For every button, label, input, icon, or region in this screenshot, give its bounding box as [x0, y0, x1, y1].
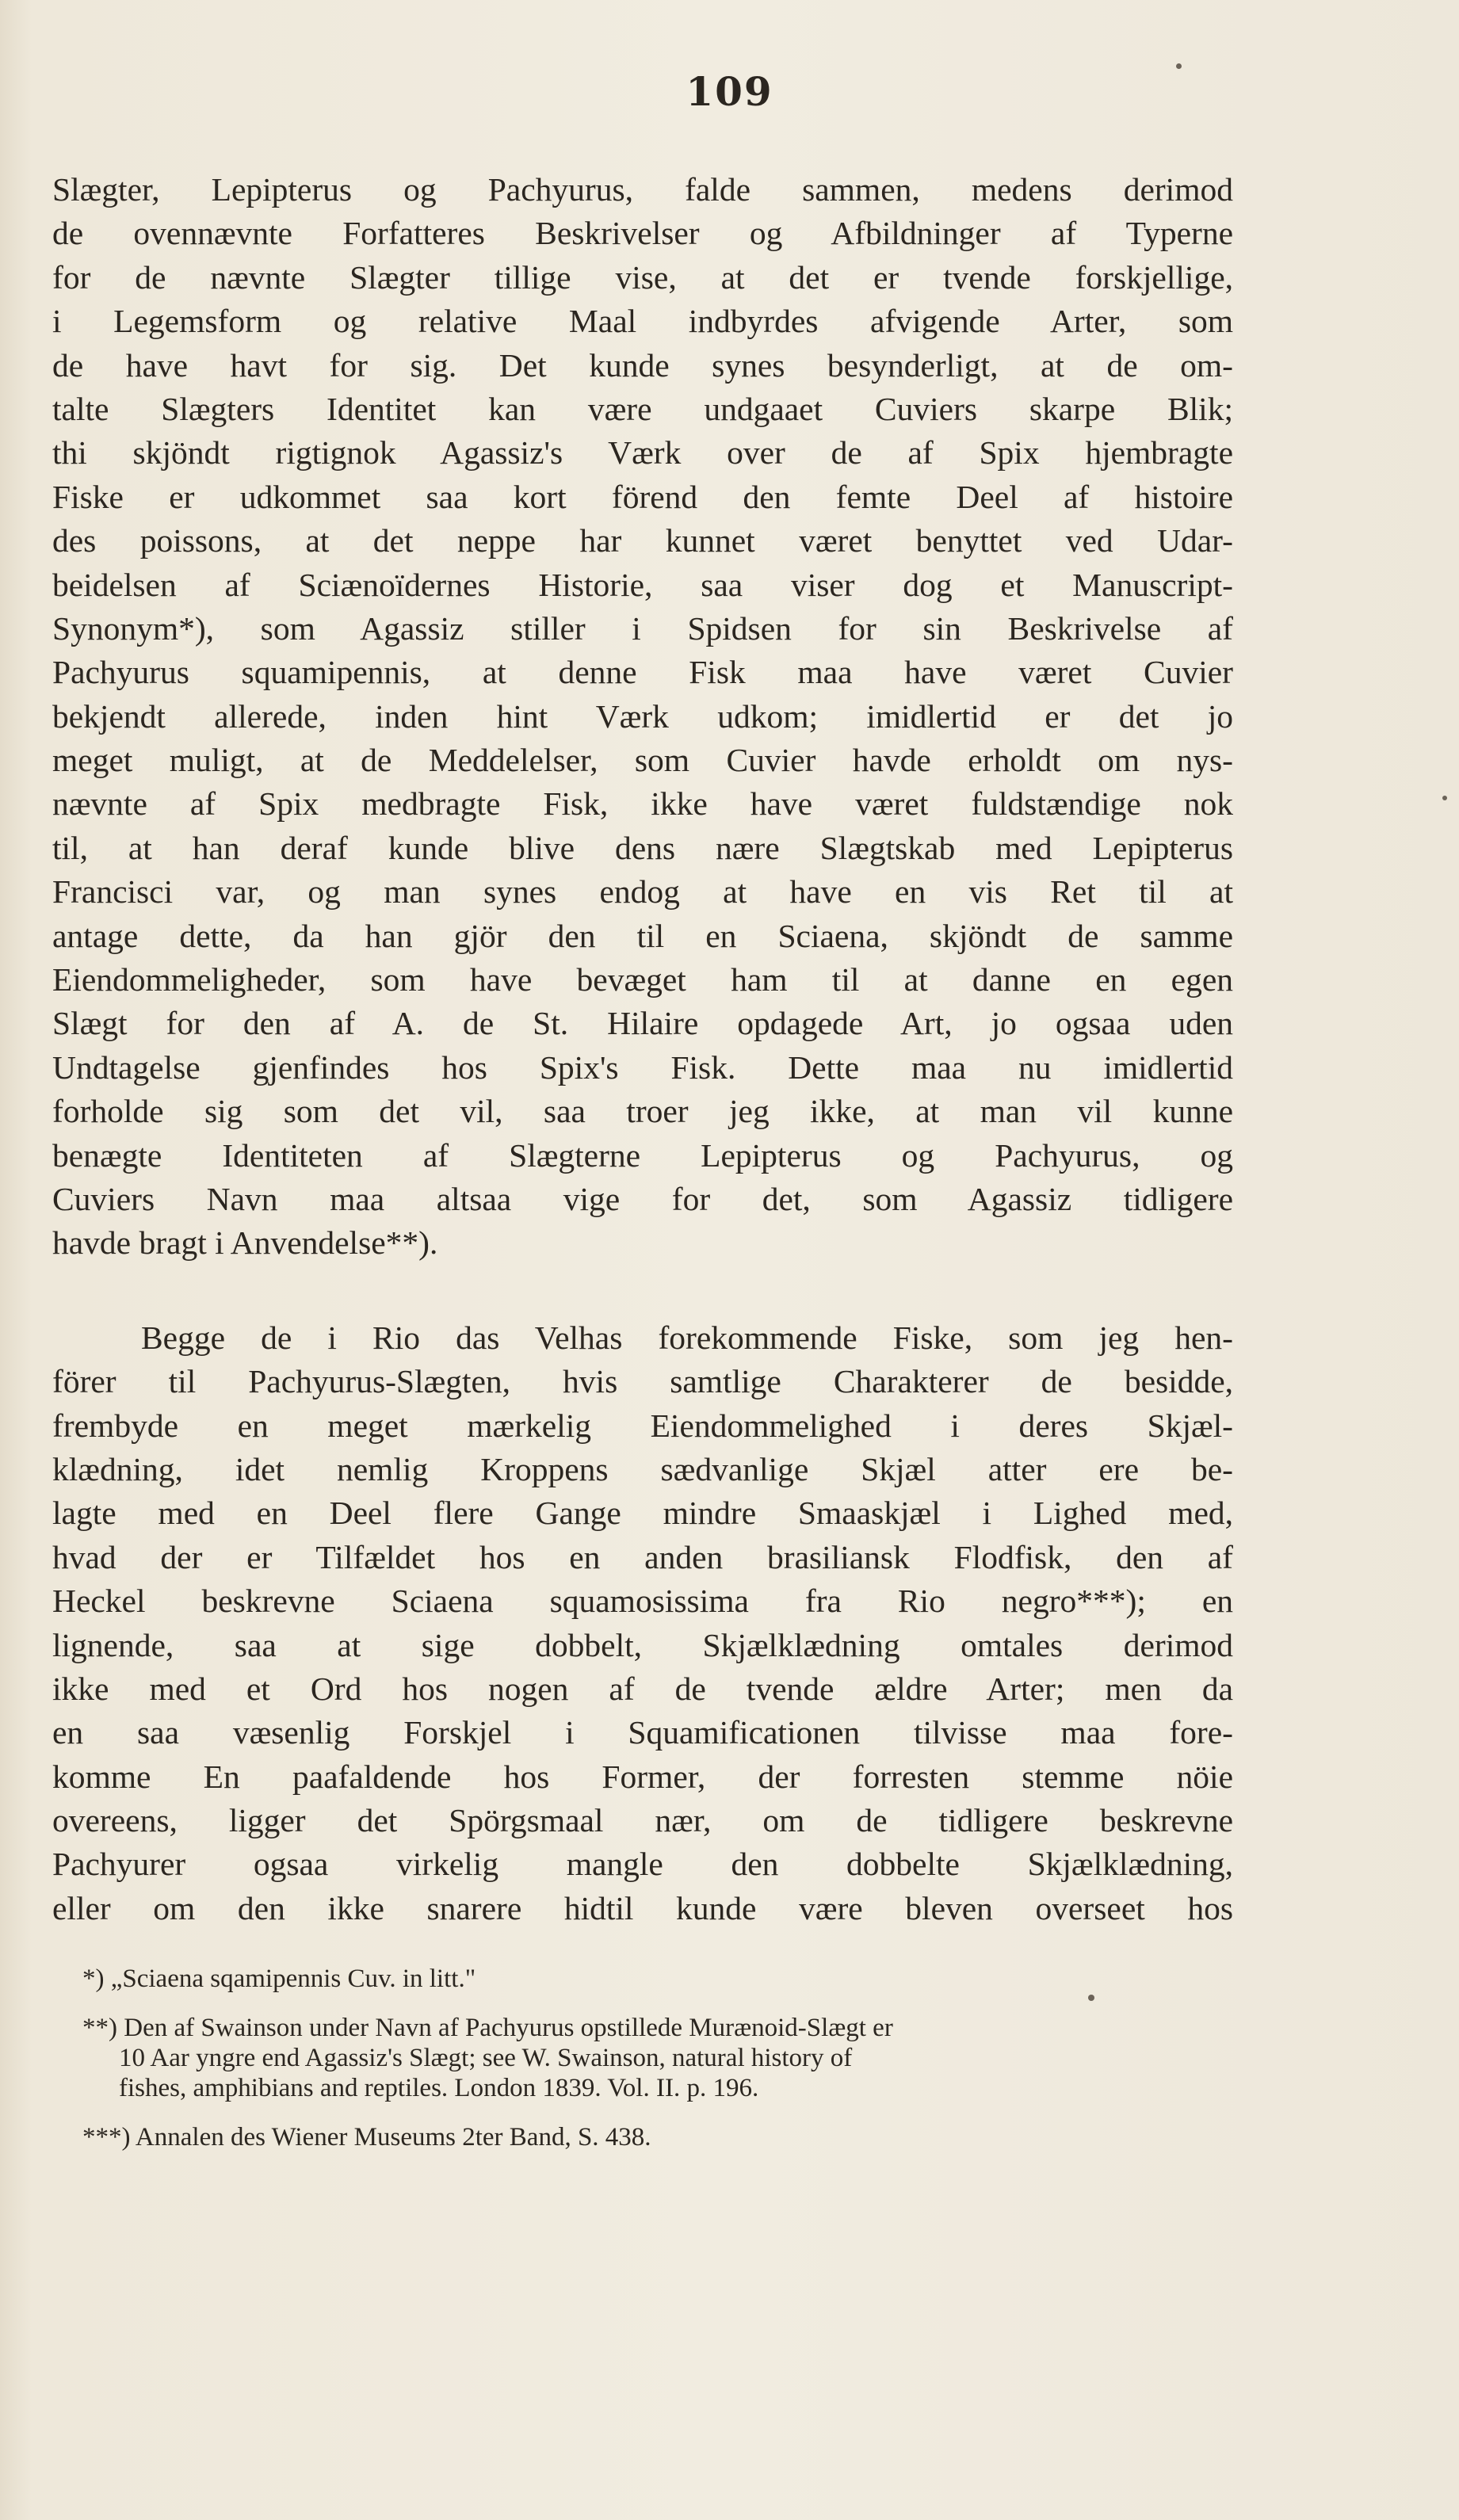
footnote-line: **) Den af Swainson under Navn af Pachyurus opstillede Murænoid-Slægt er: [82, 2014, 893, 2042]
body-text: [52, 168, 1233, 1930]
paragraph-1: [52, 168, 1233, 1266]
text-line: meget muligt, at de Meddelelser, som Cuvier havde erholdt om nys-: [52, 742, 1233, 779]
text-line: thi skjöndt rigtignok Agassiz's Værk over de af Spix hjembragte: [52, 434, 1233, 472]
text-line: Francisci var, og man synes endog at have en vis Ret til at: [52, 873, 1233, 911]
paper-speck: [1176, 63, 1182, 69]
text-line: Slægt for den af A. de St. Hilaire opdagede Art, jo ogsaa uden: [52, 1005, 1233, 1042]
footnote-line: 10 Aar yngre end Agassiz's Slægt; see W. Swainson, natural history of: [119, 2044, 853, 2072]
text-line: des poissons, at det neppe har kunnet været benyttet ved Udar-: [52, 522, 1233, 559]
text-line: hvad der er Tilfældet hos en anden brasiliansk Flodfisk, den af: [52, 1538, 1233, 1575]
text-line: lagte med en Deel flere Gange mindre Smaaskjæl i Lighed med,: [52, 1495, 1233, 1532]
footnote-line: *) „Sciaena sqamipennis Cuv. in litt.": [82, 1964, 476, 1993]
text-line: Synonym*), som Agassiz stiller i Spidsen for sin Beskrivelse af: [52, 609, 1233, 647]
text-line: Heckel beskrevne Sciaena squamosissima fra Rio negro***); en: [52, 1583, 1233, 1620]
text-line: de have havt for sig. Det kunde synes besynderligt, at de om-: [52, 346, 1233, 384]
text-line: beidelsen af Sciænoïdernes Historie, saa viser dog et Manuscript-: [52, 566, 1233, 603]
text-line: en saa væsenlig Forskjel i Squamificationen tilvisse maa fore-: [52, 1714, 1233, 1751]
text-line: i Legemsform og relative Maal indbyrdes afvigende Arter, som: [52, 303, 1233, 340]
text-line: förer til Pachyurus-Slægten, hvis samtlige Charakterer de besidde,: [52, 1363, 1233, 1400]
paragraph-gap: [52, 1266, 1233, 1316]
page-number: 109: [686, 68, 773, 115]
text-line: Slægter, Lepipterus og Pachyurus, falde sammen, medens derimod: [52, 171, 1233, 208]
text-line: Begge de i Rio das Velhas forekommende Fiske, som jeg hen-: [141, 1319, 1233, 1356]
text-line: ikke med et Ord hos nogen af de tvende ældre Arter; men da: [52, 1670, 1233, 1707]
text-line: benægte Identiteten af Slægterne Lepipterus og Pachyurus, og: [52, 1136, 1233, 1174]
text-line: klædning, idet nemlig Kroppens sædvanlige Skjæl atter ere be-: [52, 1450, 1233, 1487]
text-line: Cuviers Navn maa altsaa vige for det, som Agassiz tidligere: [52, 1180, 1233, 1217]
text-line: frembyde en meget mærkelig Eiendommelighed i deres Skjæl-: [52, 1407, 1233, 1444]
text-line: havde bragt i Anvendelse**).: [52, 1224, 438, 1262]
text-line: talte Slægters Identitet kan være undgaaet Cuviers skarpe Blik;: [52, 390, 1233, 427]
text-line: overeens, ligger det Spörgsmaal nær, om de tidligere beskrevne: [52, 1802, 1233, 1839]
text-line: Eiendommeligheder, som have bevæget ham til at danne en egen: [52, 961, 1233, 998]
footnote-2: [82, 2013, 1239, 2103]
paper-speck: [1442, 796, 1447, 800]
text-line: for de nævnte Slægter tillige vise, at det er tvende forskjellige,: [52, 258, 1233, 296]
text-line: eller om den ikke snarere hidtil kunde være bleven overseet hos: [52, 1889, 1233, 1926]
text-line: nævnte af Spix medbragte Fisk, ikke have været fuldstændige nok: [52, 785, 1233, 823]
text-line: Pachyurus squamipennis, at denne Fisk maa have været Cuvier: [52, 654, 1233, 691]
paper-speck: [1088, 1995, 1094, 2001]
footnote-line: ***) Annalen des Wiener Museums 2ter Band, S. 438.: [82, 2123, 651, 2152]
text-line: lignende, saa at sige dobbelt, Skjælklædning omtales derimod: [52, 1626, 1233, 1663]
text-line: forholde sig som det vil, saa troer jeg ikke, at man vil kunne: [52, 1093, 1233, 1130]
text-line: bekjendt allerede, inden hint Værk udkom; imidlertid er det jo: [52, 697, 1233, 735]
footnote-3: [82, 2122, 1239, 2152]
paragraph-2: [52, 1316, 1233, 1930]
text-line: Pachyurer ogsaa virkelig mangle den dobbelte Skjælklædning,: [52, 1846, 1233, 1883]
text-line: antage dette, da han gjör den til en Sciaena, skjöndt de samme: [52, 917, 1233, 954]
text-line: Fiske er udkommet saa kort förend den femte Deel af histoire: [52, 478, 1233, 515]
text-line: de ovennævnte Forfatteres Beskrivelser og Afbildninger af Typerne: [52, 215, 1233, 252]
footnotes: [82, 1964, 1239, 2171]
text-line: komme En paafaldende hos Former, der forresten stemme nöie: [52, 1758, 1233, 1795]
footnote-1: [82, 1964, 1239, 1994]
text-line: Undtagelse gjenfindes hos Spix's Fisk. Dette maa nu imidlertid: [52, 1048, 1233, 1086]
footnote-line: fishes, amphibians and reptiles. London 1839. Vol. II. p. 196.: [119, 2074, 759, 2102]
text-line: til, at han deraf kunde blive dens nære Slægtskab med Lepipterus: [52, 829, 1233, 866]
